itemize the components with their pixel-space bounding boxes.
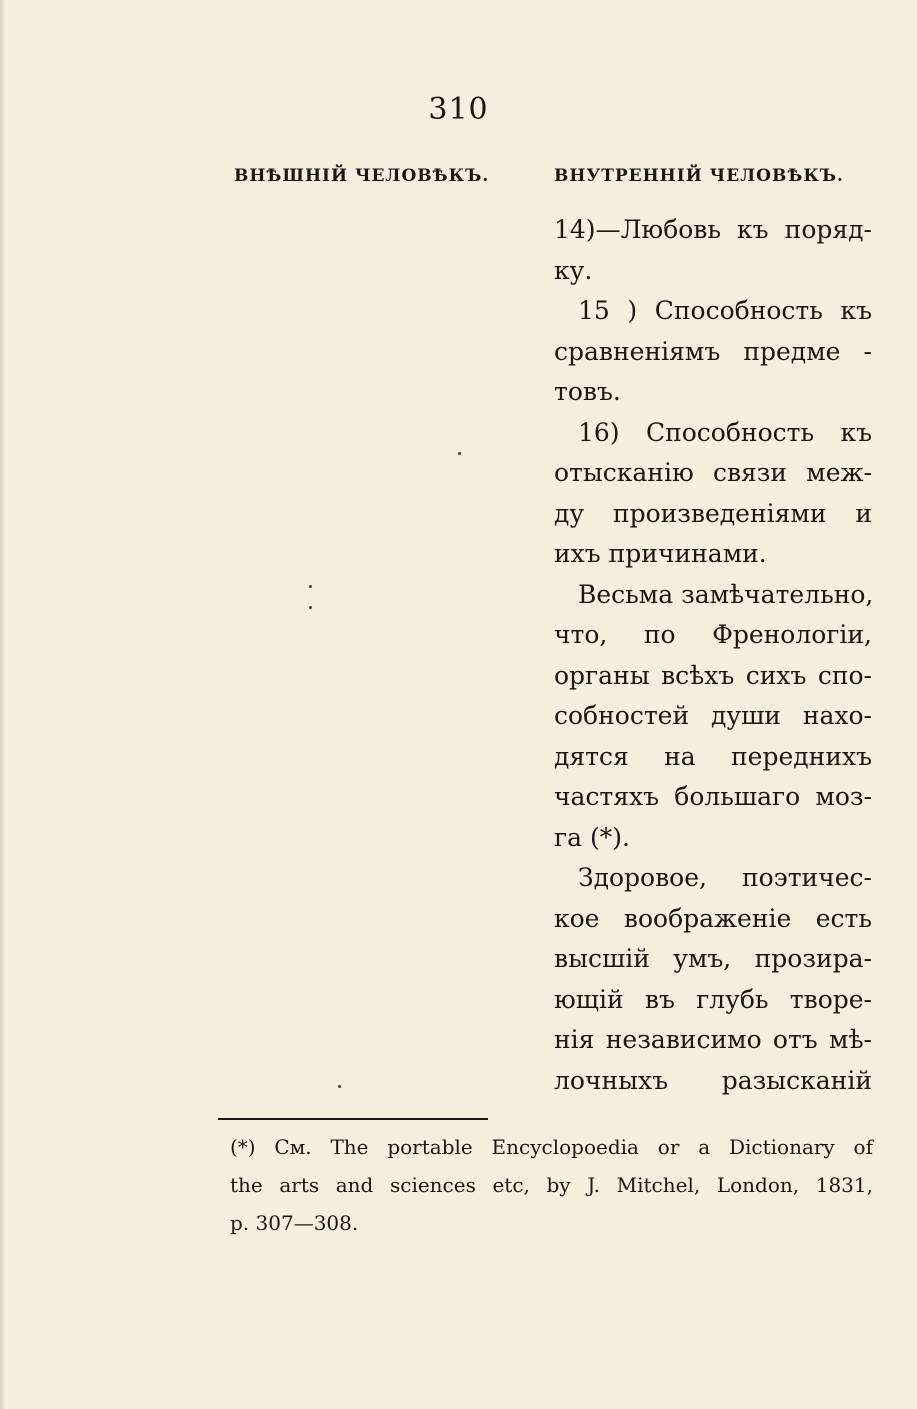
text-line: Здоровое, поэтичес-: [578, 863, 872, 892]
text-line: кое воображеніе есть: [554, 903, 872, 933]
right-column-text: [554, 210, 872, 1101]
ink-speck: [309, 585, 312, 588]
text-line: высшій умъ, прозира-: [554, 944, 872, 973]
text-line: дятся на переднихъ: [554, 741, 872, 771]
text-line: ку.: [554, 255, 593, 285]
right-column-header: ВНУТРЕННІЙ ЧЕЛОВѢКЪ.: [554, 166, 844, 186]
text-line: отысканію связи меж-: [554, 458, 872, 487]
ink-speck: [458, 452, 461, 455]
text-line: 16) Способность къ: [578, 417, 872, 447]
footnote-line: p. 307—308.: [230, 1211, 359, 1235]
left-column-header: ВНѢШНІЙ ЧЕЛОВѢКЪ.: [234, 166, 490, 186]
text-line: га (*).: [554, 822, 630, 852]
ink-speck: [309, 606, 312, 609]
text-line: сравненіямъ предме -: [554, 336, 872, 366]
footnote-line: (*) См. The portable Encyclopoedia or a Dictionary of: [230, 1135, 873, 1159]
text-line: лочныхъ разысканій: [554, 1065, 872, 1095]
text-line: Весьма замѣчательно,: [578, 579, 874, 609]
text-line: органы всѣхъ сихъ спо-: [554, 660, 872, 690]
page-edge: [0, 0, 6, 1409]
text-line: что, по Френологіи,: [554, 620, 872, 649]
page-number: 310: [428, 92, 489, 127]
footnote-line: the arts and sciences etc, by J. Mitchel, London, 1831,: [230, 1173, 873, 1197]
footnote: [230, 1128, 873, 1242]
text-line: 14)—Любовь къ поряд-: [554, 215, 872, 244]
ink-speck: [338, 1085, 341, 1088]
text-line: нія независимо отъ мѣ-: [554, 1025, 872, 1054]
text-line: товъ.: [554, 377, 621, 406]
footnote-rule: [218, 1118, 488, 1120]
text-line: ющій въ глубь творе-: [554, 984, 872, 1014]
text-line: 15 ) Способность къ: [578, 296, 872, 325]
text-line: собностей души нахо-: [554, 701, 872, 730]
text-line: ихъ причинами.: [554, 539, 767, 568]
text-line: ду произведеніями и: [554, 498, 872, 528]
text-line: частяхъ большаго моз-: [554, 782, 872, 811]
